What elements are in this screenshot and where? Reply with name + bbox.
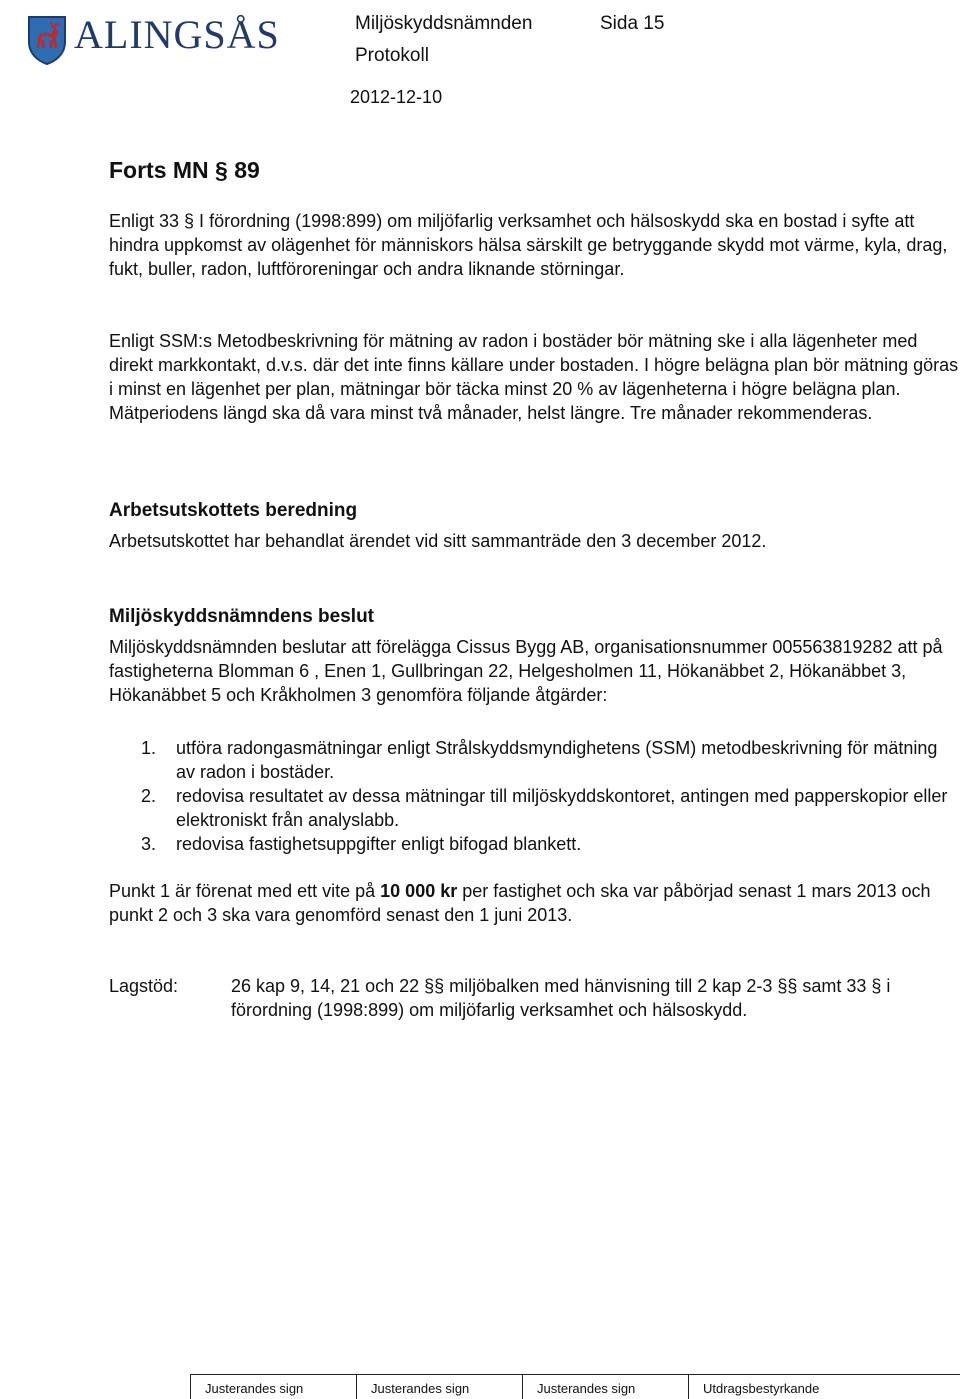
signature-field-justerande-1: Justerandes sign bbox=[205, 1381, 304, 1396]
paragraph-halsoskydd: Enligt 33 § I förordning (1998:899) om miljöfarlig verksamhet och hälsoskydd ska en bostad i syfte att hindra uppkomst av olägenhet för människors hälsa särskilt ge betryggande skydd mot värme, kyla, drag, fukt, buller, radon, luftföroreningar och andra liknande störningar. bbox=[109, 211, 948, 279]
signature-box-divider bbox=[356, 1374, 357, 1399]
action-text: redovisa fastighetsuppgifter enligt bifogad blankett. bbox=[176, 834, 582, 854]
action-number: 1. bbox=[141, 738, 157, 758]
paragraph-beslut: Miljöskyddsnämnden beslutar att förelägga Cissus Bygg AB, organisationsnummer 005563819282 att på fastigheterna Blomman 6 , Enen 1, Gullbringan 22, Helgesholmen 11, Hökanäbbet 2, Hökanäbbet 3, Hökanäbbet 5 och Kråkholmen 3 genomföra följande åtgärder: bbox=[109, 637, 943, 705]
action-number: 2. bbox=[141, 786, 157, 806]
action-text: utföra radongasmätningar enligt Strålskyddsmyndighetens (SSM) metodbeskrivning för mätning av radon i bostäder. bbox=[176, 738, 938, 782]
alingsas-logo bbox=[26, 10, 296, 68]
section-title: Forts MN § 89 bbox=[109, 157, 260, 183]
signature-box-divider bbox=[190, 1374, 191, 1399]
paragraph-arbetsutskott: Arbetsutskottet har behandlat ärendet vid sitt sammanträde den 3 december 2012. bbox=[109, 531, 767, 551]
signature-box-divider bbox=[688, 1374, 689, 1399]
lagstod-text: 26 kap 9, 14, 21 och 22 §§ miljöbalken med hänvisning till 2 kap 2-3 §§ samt 33 § i förordning (1998:899) om miljöfarlig verksamhet och hälsoskydd. bbox=[231, 976, 891, 1020]
logo-wordmark: ALINGSÅS bbox=[74, 12, 280, 57]
header-department: Miljöskyddsnämnden bbox=[355, 13, 533, 34]
action-item bbox=[109, 784, 954, 832]
header-page-number: Sida 15 bbox=[600, 13, 665, 34]
action-item bbox=[109, 736, 954, 784]
vite-text-after: per fastighet och ska var påbörjad senast 1 mars 2013 och punkt 2 och 3 ska vara genomförd senast den 1 juni 2013. bbox=[109, 881, 931, 925]
paragraph-ssm-metod: Enligt SSM:s Metodbeskrivning för mätning av radon i bostäder bör mätning ske i alla lägenheter med direkt markkontakt, d.v.s. där det inte finns källare under bostaden. I högre belägna plan bör mätning göras i minst en lägenhet per plan, mätningar bör täcka minst 20 % av lägenheterna i högre belägna plan. Mätperiodens längd ska då vara minst två månader, helst längre. Tre månader rekommenderas. bbox=[109, 331, 959, 423]
action-list bbox=[109, 736, 954, 856]
header-date: 2012-12-10 bbox=[350, 87, 443, 107]
vite-text-before: Punkt 1 är förenat med ett vite på bbox=[109, 881, 381, 901]
header-doc-type: Protokoll bbox=[355, 45, 429, 66]
lagstod-label: Lagstöd: bbox=[109, 976, 179, 996]
heading-beslut: Miljöskyddsnämndens beslut bbox=[109, 606, 374, 627]
vite-amount: 10 000 kr bbox=[380, 881, 458, 901]
action-number: 3. bbox=[141, 834, 157, 854]
action-item bbox=[109, 832, 954, 856]
footer-divider bbox=[190, 1374, 960, 1375]
signature-field-justerande-3: Justerandes sign bbox=[537, 1381, 636, 1396]
signature-box-divider bbox=[522, 1374, 523, 1399]
action-text: redovisa resultatet av dessa mätningar till miljöskyddskontoret, antingen med papperskopior eller elektroniskt från analyslabb. bbox=[176, 786, 948, 830]
signature-field-justerande-2: Justerandes sign bbox=[371, 1381, 470, 1396]
coat-of-arms-icon bbox=[26, 14, 68, 66]
heading-arbetsutskott: Arbetsutskottets beredning bbox=[109, 500, 358, 521]
signature-field-utdragsbestyrkande: Utdragsbestyrkande bbox=[703, 1381, 820, 1396]
paragraph-vite bbox=[109, 879, 954, 927]
